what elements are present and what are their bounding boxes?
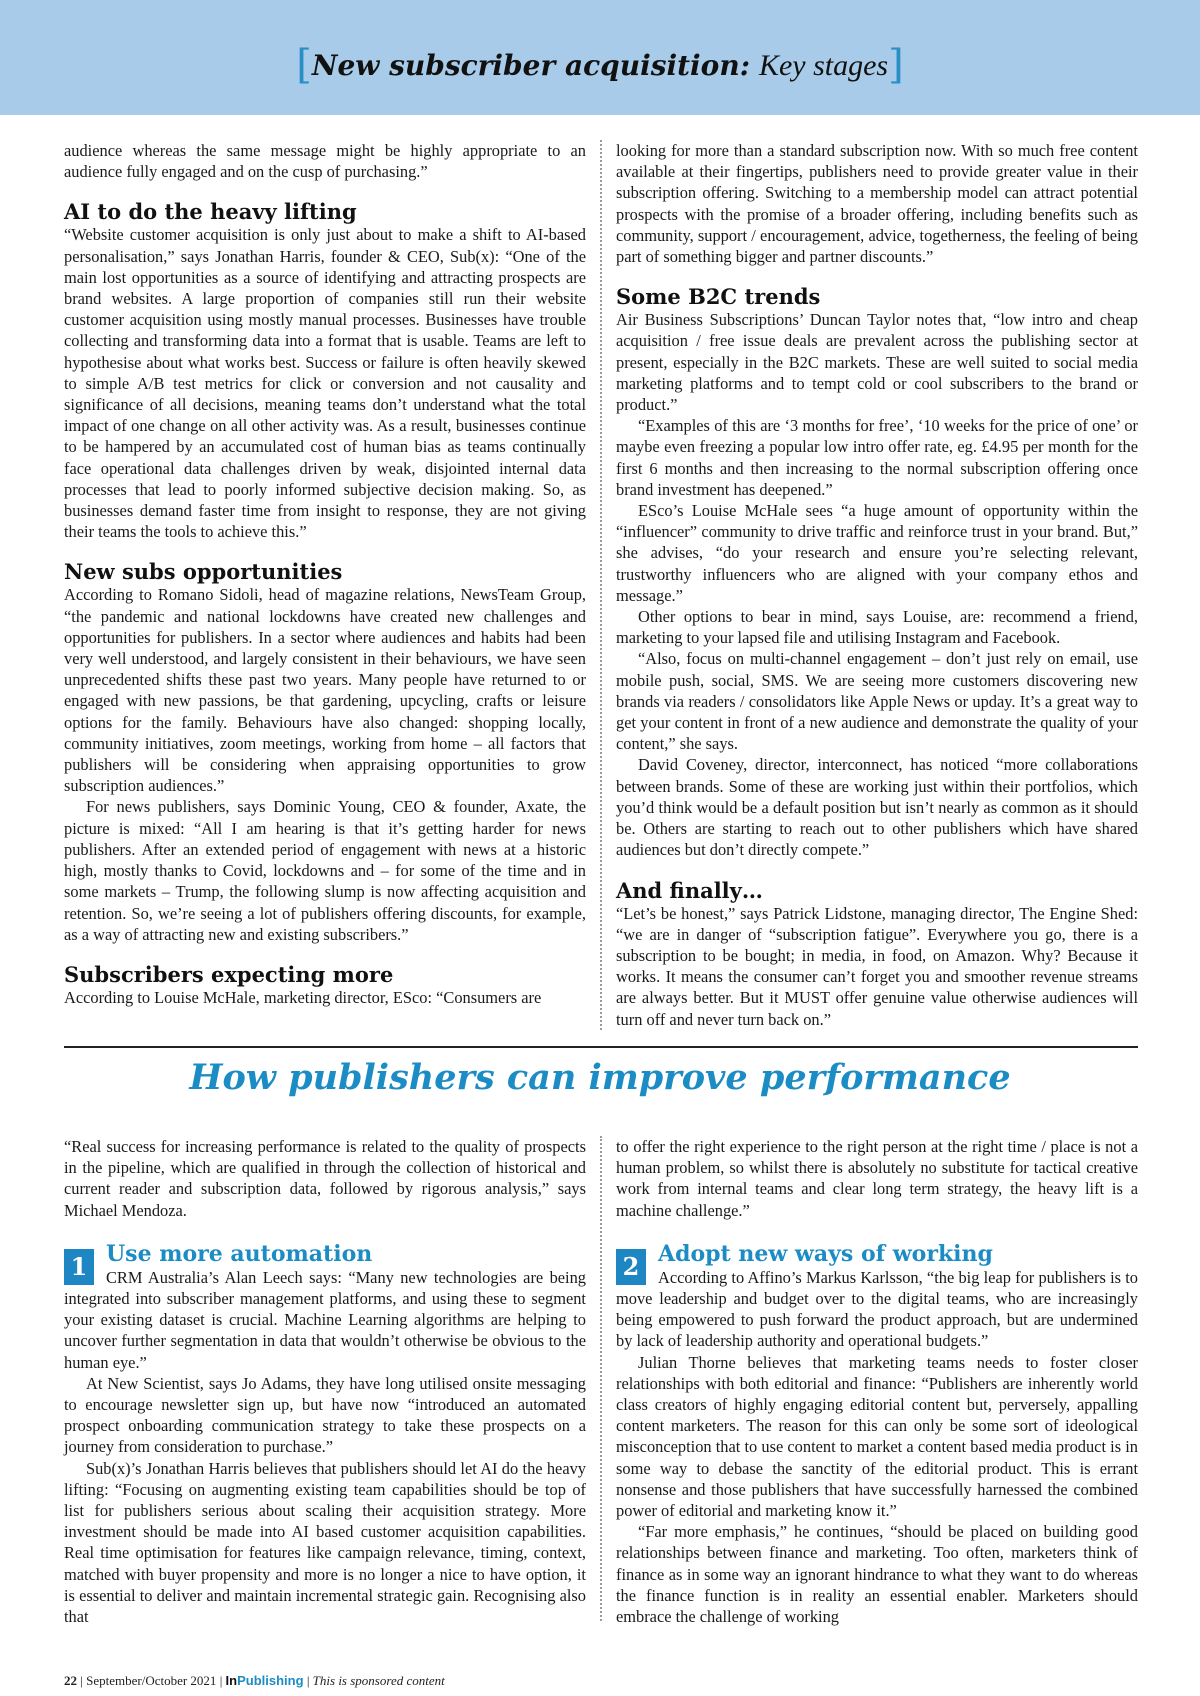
paragraph: For news publishers, says Dominic Young, CEO & founder, Axate, the picture is mixed: “All I am hearing is that it’s getting harder for news publishers. After an extended period of engagement with news at a historic high, mostly thanks to Covid, lockdowns and – for some of the time and in some markets – Trump, the following slump is now affecting acquisition and retention. So, we’re seeing a lot of publishers offering discounts, for example, as a way of attracting new and existing subscribers.” xyxy=(64,797,586,944)
paragraph: “Website customer acquisition is only just about to make a shift to AI-based personalisation,” says Jonathan Harris, founder & CEO, Sub(x): “One of the main lost opportunities as a source of identifying and attracting prospects are brand websites. A large proportion of companies still run their website customer acquisition using mostly manual processes. Businesses have trouble collecting and transforming data into a format that is usable. Teams are left to hypothesise about what works best. Success or failure is often heavily skewed to simple A/B test metrics for click or conversion and not causality and significance of all decisions, meaning teams don’t understand what the total impact of one change on all other activity was. As a result, businesses continue to be hampered by an accumulated cost of human bias as teams continually face operational data challenges driven by weak, disjointed internal data processes that lead to poorly informed subjective decision making. So, as businesses demand faster time from insight to response, they are not giving their teams the tools to achieve this.” xyxy=(64,225,586,542)
paragraph: Sub(x)’s Jonathan Harris believes that publishers should let AI do the heavy lifting: “Focusing on augmenting existing team capabilities should be top of list for publishers serious about scaling their acquisition strategy. More investment should be made into AI based customer acquisition capabilities. Real time optimisation for features like campaign relevance, timing, context, matched with buyer propensity and more is no longer a nice to have option, it is essential to deliver and maintain incremental strategic gain. Recognising also that xyxy=(64,1458,586,1627)
issue-date: September/October 2021 xyxy=(86,1673,217,1688)
number-badge: 2 xyxy=(616,1249,646,1285)
numbered-heading xyxy=(616,1240,1138,1281)
paragraph: “Examples of this are ‘3 months for free’, ‘10 weeks for the price of one’ or maybe even freezing a popular low intro offer rate, eg. £4.95 per month for the first 6 months and then increasing to the normal subscription offering once brand investment has deepened.” xyxy=(616,416,1138,499)
top-left-column xyxy=(64,140,586,1008)
section-rule xyxy=(64,1046,1138,1048)
paragraph: “Also, focus on multi-channel engagement – don’t just rely on email, use mobile push, social, SMS. We are seeing more customers discovering new brands via readers / consolidators like Apple News or upday. It’s a great way to get your content in front of a new audience and demonstrate the quality of your content,” she says. xyxy=(616,649,1138,754)
paragraph: Other options to bear in mind, says Louise, are: recommend a friend, marketing to your lapsed file and utilising Instagram and Facebook. xyxy=(616,607,1138,648)
paragraph: According to Louise McHale, marketing director, ESco: “Consumers are xyxy=(64,987,542,1007)
subheading-finally: And finally… xyxy=(616,877,763,903)
title-italic: Key stages xyxy=(758,49,889,82)
top-right-column xyxy=(616,140,1138,1030)
bottom-right-column xyxy=(616,1136,1138,1627)
paragraph: ESco’s Louise McHale sees “a huge amount of opportunity within the “influencer” community to drive traffic and reinforce trust in your brand. But,” she advises, “do your research and ensure you’re selecting relevant, trustworthy influencers who are aligned with your company ethos and message.” xyxy=(616,501,1138,605)
subheading-b2c: Some B2C trends xyxy=(616,284,821,310)
title-bold: New subscriber acquisition: xyxy=(311,49,751,82)
section-heading: How publishers can improve performance xyxy=(189,1057,1011,1098)
subheading-ai: AI to do the heavy lifting xyxy=(64,199,357,225)
paragraph: According to Affino’s Markus Karlsson, “the big leap for publishers is to move leadership and budget over to the digital teams, who are increasingly being empowered to push forward the product approach, but are undermined by lack of leadership authority and operational budgets.” xyxy=(616,1267,1138,1351)
paragraph: According to Romano Sidoli, head of magazine relations, NewsTeam Group, “the pandemic and national lockdowns have created new challenges and opportunities for publishers. In a sector where audiences and habits had been very well understood, and largely consistent in their behaviours, we have seen unprecedented shifts these past two years. Many people have returned to or engaged with new passions, be that gardening, upcycling, crafts or leisure options for the family. Behaviours have also changed: shopping locally, community initiatives, zoom meetings, working from home – all factors that publishers will be considering when appraising opportunities to grow subscription audiences.” xyxy=(64,585,586,796)
paragraph: to offer the right experience to the right person at the right time / place is not a human problem, so whilst there is absolutely no substitute for tactical creative work from internal teams and clear long term strategy, the heavy lift is a machine challenge.” xyxy=(616,1137,1138,1220)
paragraph: “Let’s be honest,” says Patrick Lidstone, managing director, The Engine Shed: “we are in danger of “subscription fatigue”. Everywhere you go, there is a subscription to be bought; in media, in food, on Amazon. Why? Because it works. It means the consumer can’t forget you and smoother revenue streams are always better. But it MUST offer genuine value otherwise audiences will turn off and never turn back on.” xyxy=(616,903,1138,1029)
subheading-new-subs: New subs opportunities xyxy=(64,559,343,585)
footer-separator: | xyxy=(303,1673,313,1688)
paragraph: At New Scientist, says Jo Adams, they have long utilised onsite messaging to encourage newsletter sign up, but have now “introduced an automated prospect onboarding communication strategy to take these prospects on a journey from consideration to purchase.” xyxy=(64,1373,586,1457)
paragraph: audience whereas the same message might be highly appropriate to an audience fully engaged and on the cusp of purchasing.” xyxy=(64,141,586,182)
magazine-name-in: In xyxy=(225,1673,238,1688)
bottom-left-column xyxy=(64,1136,586,1627)
footer-separator: | xyxy=(77,1673,87,1688)
paragraph: “Real success for increasing performance is related to the quality of prospects in the pipeline, which are qualified in through the collection of historical and current reader and subscription data, followed by rigorous analysis,” says Michael Mendoza. xyxy=(64,1137,586,1220)
subheading-automation: Use more automation xyxy=(106,1240,373,1267)
number-badge: 1 xyxy=(64,1249,94,1285)
paragraph: David Coveney, director, interconnect, has noticed “more collaborations between brands. Some of these are working just within their portfolios, which you’d think would be a default position but isn’t nearly as common as it should be. Others are starting to reach out to other publishers which have shared audiences but don’t directly compete.” xyxy=(616,755,1138,860)
paragraph: CRM Australia’s Alan Leech says: “Many new technologies are being integrated into subscriber management platforms, and using these to segment your existing dataset is crucial. Machine Learning algorithms are helping to uncover further segmentation in data that wouldn’t otherwise be obvious to the human eye.” xyxy=(64,1267,586,1372)
magazine-name-publishing: Publishing xyxy=(237,1673,304,1688)
title-bracket-open: [ xyxy=(296,42,312,88)
footer-separator: | xyxy=(216,1673,226,1688)
column-divider xyxy=(600,1136,602,1621)
page-title xyxy=(0,42,1200,88)
page-footer xyxy=(64,1673,445,1689)
numbered-heading xyxy=(64,1240,586,1281)
page-number: 22 xyxy=(64,1673,77,1688)
title-bracket-close: ] xyxy=(888,42,904,88)
sponsored-note: This is sponsored content xyxy=(312,1673,445,1688)
column-divider xyxy=(600,140,602,1030)
paragraph: looking for more than a standard subscription now. With so much free content available at their fingertips, publishers need to provide greater value in their subscription offering. Switching to a membership model can attract potential prospects with the promise of a broader offering, including benefits such as community, support / encouragement, advice, togetherness, the feeling of being part of something bigger and partner discounts.” xyxy=(616,141,1138,267)
subheading-new-ways: Adopt new ways of working xyxy=(658,1240,993,1267)
subheading-expecting-more: Subscribers expecting more xyxy=(64,961,394,987)
paragraph: Air Business Subscriptions’ Duncan Taylor notes that, “low intro and cheap acquisition / free issue deals are prevalent across the publishing sector at present, especially in the B2C markets. These are well suited to social media marketing platforms and to tempt cold or cool subscribers to the brand or product.” xyxy=(616,310,1138,415)
paragraph: “Far more emphasis,” he continues, “should be placed on building good relationships between finance and marketing. Too often, marketers think of finance as in some way an ignorant hindrance to what they want to do whereas the finance function is in reality an essential enabler. Marketers should embrace the challenge of working xyxy=(616,1522,1138,1627)
paragraph: Julian Thorne believes that marketing teams needs to foster closer relationships with both editorial and finance: “Publishers are inherently world class creators of highly engaging editorial content but, perversely, appalling content marketers. The reason for this can only be some sort of ideological misconception that to use content to market a content based media product is in some way to debase the sanctity of the editorial product. This is errant nonsense and those publishers that have successfully harnessed the combined power of editorial and marketing know it.” xyxy=(616,1352,1138,1521)
